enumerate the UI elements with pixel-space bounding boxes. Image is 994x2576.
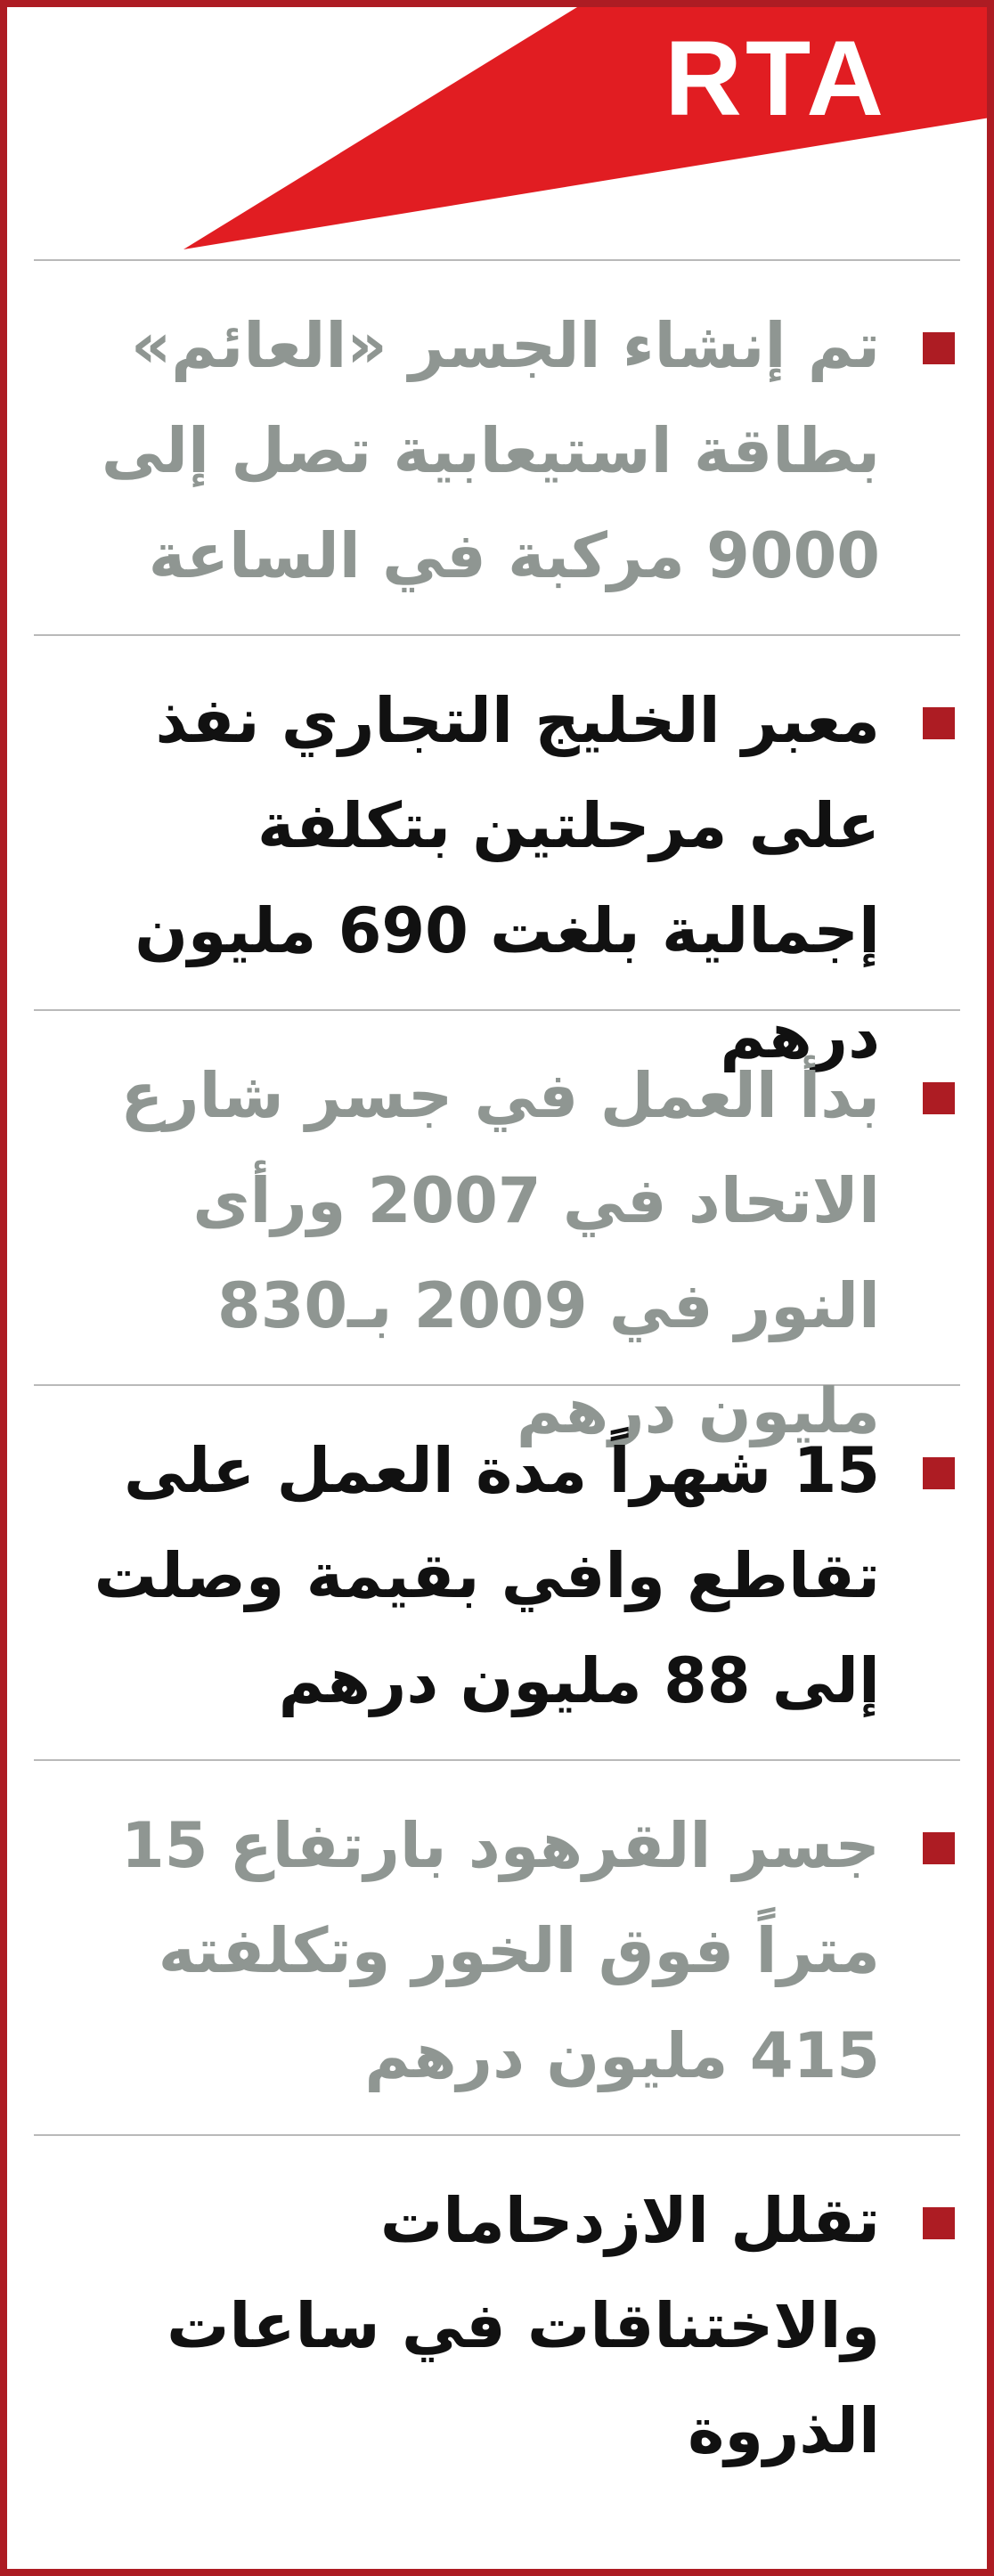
fact-text: بدأ العمل في جسر شارع الاتحاد في 2007 ورأى النور في 2009 بـ830 مليون درهم bbox=[120, 1059, 880, 1447]
rta-logo: RTA bbox=[664, 19, 887, 138]
fact-text: معبر الخليج التجاري نفذ على مرحلتين بتكلفة إجمالية بلغت 690 مليون درهم bbox=[134, 684, 880, 1072]
fact-text: تم إنشاء الجسر «العائم» بطاقة استيعابية تصل إلى 9000 مركبة في الساعة bbox=[101, 309, 880, 592]
square-bullet-icon bbox=[923, 2207, 955, 2239]
fact-item bbox=[34, 261, 960, 634]
facts-list bbox=[34, 259, 960, 2509]
rta-banner bbox=[7, 7, 994, 265]
fact-text: جسر القرهود بارتفاع 15 متراً فوق الخور وتكلفته 415 مليون درهم bbox=[121, 1809, 880, 2092]
fact-item bbox=[34, 1386, 960, 1759]
fact-text: 15 شهراً مدة العمل على تقاطع وافي بقيمة وصلت إلى 88 مليون درهم bbox=[94, 1434, 880, 1717]
square-bullet-icon bbox=[923, 1457, 955, 1489]
fact-text: تقلل الازدحامات والاختناقات في ساعات الذروة bbox=[167, 2184, 880, 2467]
square-bullet-icon bbox=[923, 1832, 955, 1864]
square-bullet-icon bbox=[923, 1082, 955, 1114]
fact-item bbox=[34, 636, 960, 1072]
square-bullet-icon bbox=[923, 332, 955, 364]
fact-item bbox=[34, 2136, 960, 2509]
fact-item bbox=[34, 1761, 960, 2134]
square-bullet-icon bbox=[923, 707, 955, 739]
fact-item bbox=[34, 1011, 960, 1447]
